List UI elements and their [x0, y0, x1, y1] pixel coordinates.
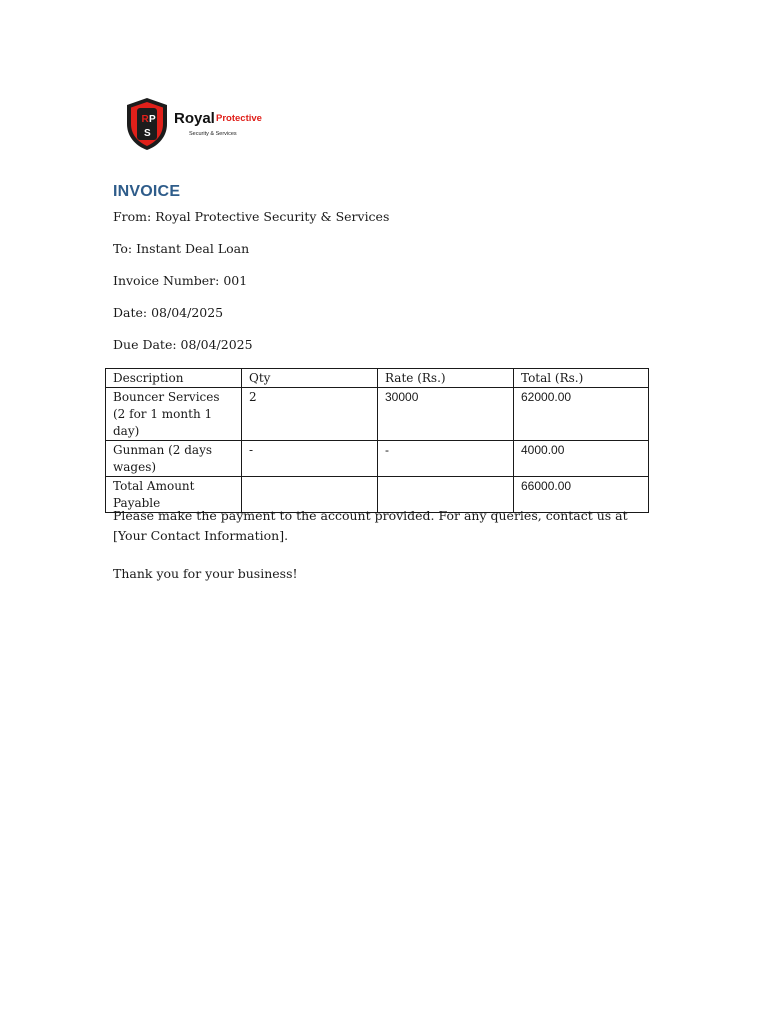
invoice-items-table: [105, 368, 649, 513]
logo-brand-accent: Protective: [216, 113, 262, 124]
invoice-number-line: Invoice Number: 001: [113, 273, 248, 288]
table-row: [106, 388, 649, 441]
table-header-row: [106, 369, 649, 388]
logo-letter-r: R: [141, 114, 149, 125]
cell-description: Total Amount Payable: [106, 477, 242, 513]
due-date-line: Due Date: 08/04/2025: [113, 337, 253, 352]
from-line: From: Royal Protective Security & Services: [113, 209, 390, 224]
to-line: To: Instant Deal Loan: [113, 241, 250, 256]
cell-description: Bouncer Services (2 for 1 month 1 day): [106, 388, 242, 441]
cell-total: 62000.00: [514, 388, 649, 441]
logo-tagline: Security & Services: [189, 131, 237, 137]
header-qty: Qty: [242, 369, 378, 388]
header-total: Total (Rs.): [514, 369, 649, 388]
company-logo: [124, 96, 264, 152]
header-rate: Rate (Rs.): [378, 369, 514, 388]
cell-qty: -: [242, 441, 378, 477]
cell-total: 66000.00: [514, 477, 649, 513]
cell-qty: 2: [242, 388, 378, 441]
logo-letter-p: P: [149, 114, 156, 125]
invoice-title: INVOICE: [113, 183, 181, 200]
cell-total: 4000.00: [514, 441, 649, 477]
table-row: [106, 441, 649, 477]
payment-note: Please make the payment to the account provided. For any queries, contact us at [Your Contact Information].: [113, 508, 628, 543]
logo-letter-s: S: [144, 128, 151, 139]
date-line: Date: 08/04/2025: [113, 305, 224, 320]
header-description: Description: [106, 369, 242, 388]
cell-rate: -: [378, 441, 514, 477]
shield-logo-icon: [124, 96, 170, 152]
logo-brand-main: Royal: [174, 110, 215, 127]
thank-you-note: Thank you for your business!: [113, 566, 298, 581]
cell-rate: 30000: [378, 388, 514, 441]
cell-description: Gunman (2 days wages): [106, 441, 242, 477]
